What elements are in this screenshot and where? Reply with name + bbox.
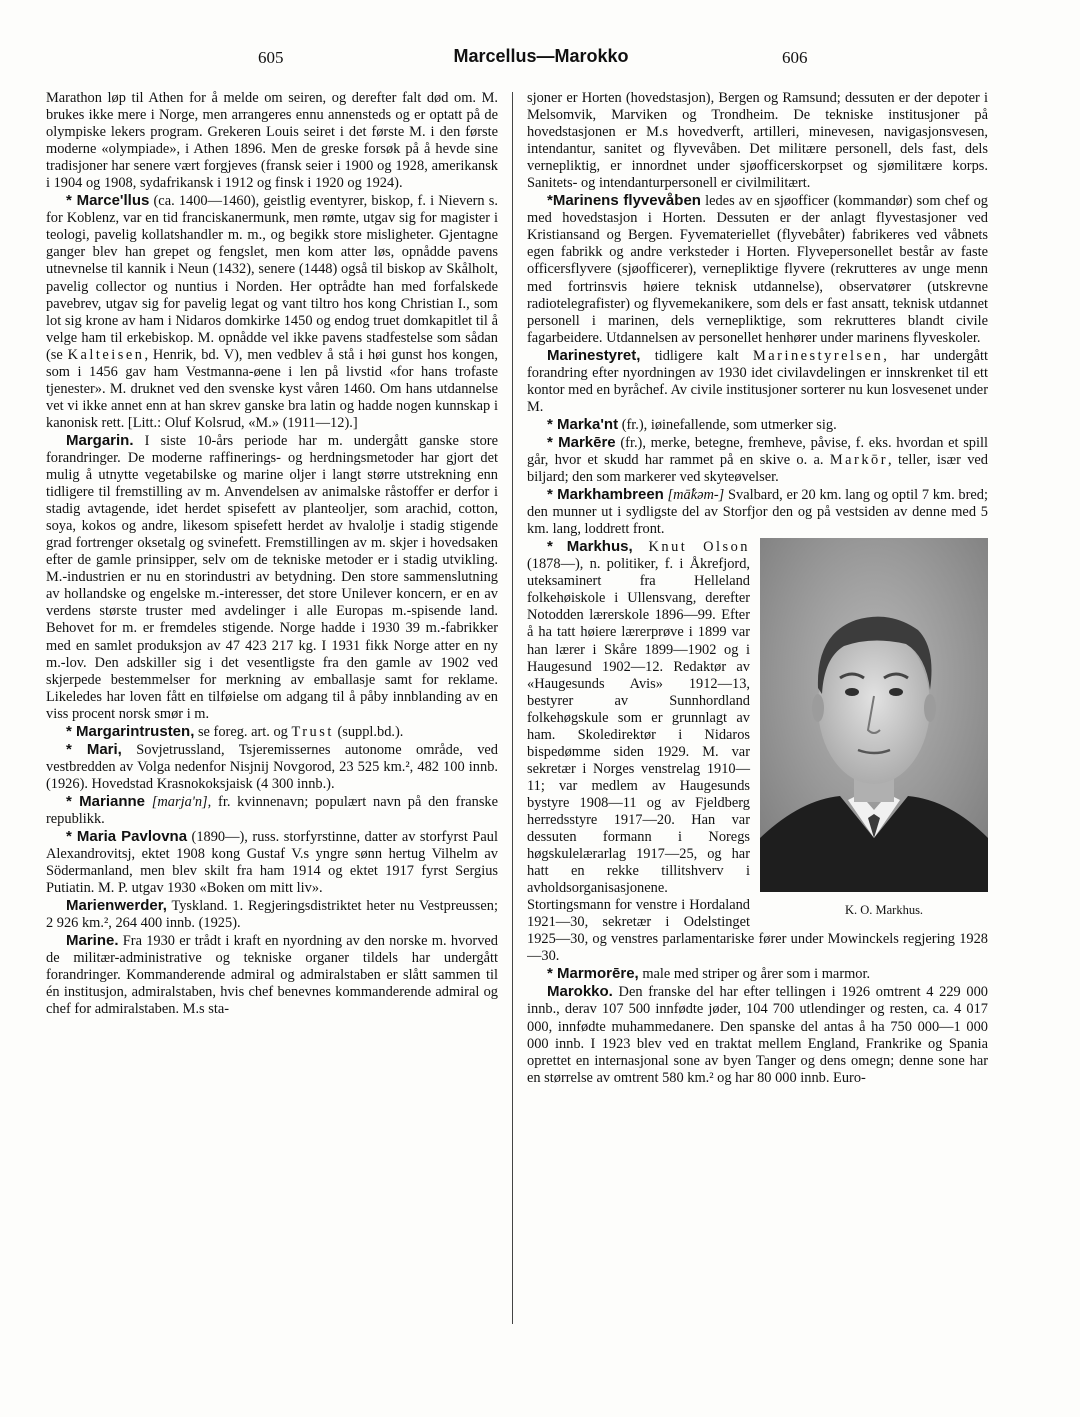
headword-margarintrusten: * Margarintrusten, xyxy=(66,722,195,740)
headword-marianne: * Marianne xyxy=(66,792,146,810)
entry-mari: * Mari, Sovjetrussland, Tsjeremissernes autonome område, ved vestbredden av Volga nedenfor Nisjnij Novgorod, 23 525 km.², 482 100 innb. (1926). Hovedstad Krasnokoksjaisk (4 300 innb.). xyxy=(46,740,498,792)
pronunciation-markhambreen: [mā̊kəm-] xyxy=(663,487,725,504)
headword-markhus: * Markhus, xyxy=(547,538,633,556)
entry-markant: * Marka'nt (fr.), iøinefallende, som utmerker sig. xyxy=(547,415,837,433)
headword-marmorere: * Marmorēre, xyxy=(547,965,639,983)
headword-marine: Marine. xyxy=(66,932,119,950)
headword-markere: * Markēre xyxy=(547,433,616,451)
headword-markhambreen: * Markhambreen xyxy=(547,486,664,504)
page-number-right: 606 xyxy=(782,48,808,67)
entry-marinens-flyvevaben: *Marinens flyvevåben ledes av en sjøofficer (kommandør) som chef og med hovedstasjon i Horten. Dessuten er der anlagt flyvestasjoner ved Kristiansand og Bergen. Fyvemateriellet (flyvebåter) fabrikeres ved våbnets egen fabrikk og andre verksteder i Horten. Flyvepersonellet består av faste officersflyvere (sjøofficerer), vernepliktige flyvere (rekrutteres av unge menn med fortrinsvis høiere teknisk utdannelse), observatører (utskrevne radiotelegrafister) og flyvemekanikere, som dels er fast ansatt, teknisk utdannet personell i marinen, dels vernepliktige, som rekrutteres blandt civile fagarbeidere. Utdannelsen av personellet henhører under marinens flyveskoler. xyxy=(527,192,988,346)
portrait-photo xyxy=(760,538,988,892)
right-column xyxy=(527,90,988,1330)
spaced-name-knut-olson: Knut Olson xyxy=(632,539,751,556)
pronunciation-marianne: [marja'n], xyxy=(145,793,212,810)
entry-marine-continued: sjoner er Horten (hovedstasjon), Bergen og Ramsund; dessuten er der depoter i Melsomvik, Marviken og Trondheim. De tekniske institusjoner på hovedstasjonen er M.s hovedverft, artilleri, minevesen, navigasjonsvesen, intendantur, sanitet og flyvevåben. Det militære personell, dels fast, dels vernepliktig, er innordnet under sjøofficerskorpset og sjømilitære korps. Sanitets- og intendanturpersonell er civilmilitært. xyxy=(527,90,988,192)
left-column xyxy=(46,90,498,1330)
entry-marianne: * Marianne [marja'n], fr. kvinnenavn; populært navn på den franske republikk. xyxy=(46,792,498,827)
entry-maria-pavlovna: * Maria Pavlovna (1890—), russ. storfyrstinne, datter av storfyrst Paul Alexandrovitsj, ektet 1908 kong Gustaf V.s yngre sønn hertug Vilhelm av Södermanland, men blev skilt fra ham 1914 og ektet 1917 fyrst Sergius Putiatin. M. P. utgav 1930 «Boken om mitt liv». xyxy=(46,828,498,897)
headword-margarin: Margarin. xyxy=(66,431,134,449)
entry-marine: Marine. Fra 1930 er trådt i kraft en nyordning av den norske m. hvorved de militær-administrative og tekniske organer tildels har undergått forandringer. Kommanderende admiral og admiralstaben er slått sammen til én institusjon, admiralstaben, hvis chef benevnes kommanderende admiral og chef for admiralstaben. M.s sta- xyxy=(46,932,498,1018)
entry-marcellus: * Marce'llus (ca. 1400—1460), geistlig eventyrer, biskop, f. i Nievern s. for Koblenz, var en tid franciskanermunk, men rømte, utgav sig for magister i teologi, pavelig kollatshandler m. m., og begikk store misligheter. Gjentagne ganger blev han grepet og fengslet, men kom atter løs, opnådde pavens utnevnelse til kannik i Neun (1432), senere (1448) også til biskop av Skålholt, pavelig collector og nuntius i Norden. Her optrådte han med forfalskede pavebrev, utgav sig for pavelig legat og vant tiltro hos kong Christian I., som lot sig krone av ham i Nidaros domkirke 1450 og endog truet domkapitlet til å velge ham til erkebiskop. M. opnådde vel ikke pavens stadfestelse som sådan (se Kalteisen, Henrik, bd. V), men vedblev å stå i høi gunst hos kongen, som i 1456 gav ham Vestmanna-øene i len på livstid «for hans trofaste tjenester». M. druknet ved den svenske kyst våren 1460. Om hans utdannelse vet vi ikke annet enn at han skrev ganske bra latin og hadde nogen kunnskap i kanonisk rett. [Litt.: Oluf Kolsrud, «M.» (1911—12).] xyxy=(46,192,498,431)
portrait-image xyxy=(760,538,988,892)
entry-marathon-continued: Marathon løp til Athen for å melde om seiren, og derefter falt død om. M. brukes ikke mere i Norge, men arrangeres ennu annensteds og er optatt på de olympiske lekers program. Grekeren Louis seiret i det første M. i den første moderne «olympiade», i Athen 1896. Men de greske forsøk på å hevde sine tradisjoner har senere vært forgjeves (fransk seier i 1900 og 1928, amerikansk i 1904 og 1908, sydafrikansk i 1912 og finsk i 1920 og 1924). xyxy=(46,90,498,192)
portrait-figure xyxy=(760,538,988,928)
headword-mari: * Mari, xyxy=(66,740,122,758)
headword-marokko: Marokko. xyxy=(547,983,613,1001)
page-header xyxy=(46,44,1036,74)
spaced-word-trust: Trust xyxy=(291,723,334,740)
spaced-word-marinestyrelsen: Marinestyrelsen xyxy=(753,347,884,364)
entry-margarin: Margarin. I siste 10-års periode har m. undergått ganske store forandringer. De moderne raffinerings- og herdningsmetoder har gjort det mulig å utnytte vegetabilske og marine oljer i langt større utstrekning enn tidligere til fremstilling av m. Anvendelsen av animalske råstoffer er derfor i stadig avtagende, idet herdet spisefett av planteoljer, som arachid, cotton, soya, kokos og andre, likesom spisefett herdet av hvalolje i stadig stigende grad fortrenger oksetalg og svinefett. Fremstillingen av m. skjer i hovedsaken efter de gamle prinsipper, selv om de tekniske metoder er i stadig utvikling. M.-industrien er nu en storindustri av betydning. Den store sammenslutning av hollandske og engelske m.-interesser, det store Unilever koncern, er en av verdens største truster med avdelinger i alle Europas m.-spisende land. Behovet for m. er fremdeles stigende. Norge hadde i 1930 39 m.-fabrikker med en samlet produksjon av 47 423 217 kg. I 1931 fikk Norge atter en ny m.-lov. Den adskiller sig i det vesentligste fra den gamle av 1902 ved skjerpede bestemmelser for merkning av emballasje samt for reklame. Likeledes har loven fått en tilføielse om adgang til å påby innblanding av en viss procent norsk smør i m. xyxy=(46,431,498,722)
entry-markhambreen: * Markhambreen [mā̊kəm-] Svalbard, er 20 km. lang og optil 7 km. bred; den munner ut i sydligste del av Storfjor den og på vestsiden av denne med 5 km. lang, loddrett front. xyxy=(527,486,988,538)
column-divider xyxy=(512,92,513,1324)
headword-maria-pavlovna: * Maria Pavlovna xyxy=(66,828,188,846)
headword-marienwerder: Marienwerder, xyxy=(66,897,167,915)
spaced-word-markor: Markōr xyxy=(829,451,889,468)
headword-markant: * Marka'nt xyxy=(547,415,619,433)
portrait-caption: K. O. Markhus. xyxy=(844,903,924,918)
entry-markere: * Markēre (fr.), merke, betegne, fremheve, påvise, f. eks. hvordan et spill går, hvor et skudd har rammet på en skive o. a. Markōr, teller, især ved biljard; den som markerer ved skyteøvelser. xyxy=(527,433,988,486)
entry-marienwerder: Marienwerder, Tyskland. 1. Regjeringsdistriktet heter nu Vestpreussen; 2 926 km.², 264 400 innb. (1925). xyxy=(46,897,498,932)
entry-marmorere: * Marmorēre, male med striper og årer som i marmor. xyxy=(547,965,871,983)
entry-margarintrusten: * Margarintrusten, se foreg. art. og Trust (suppl.bd.). xyxy=(66,722,404,740)
entry-markhus: * Markhus, Knut Olson K. O. Markhus. (1878—), n. politiker, f. i Åkrefjord, uteksaminert fra Helleland folkehøiskole i Ullensvang, derefter Notodden lærerskole 1896—99. Efter å ha tatt høiere lærerprøve i 1899 var han lærer i Skåre 1899—1902 og i Haugesund 1902—12. Redaktør av «Haugesunds Avis» 1912—13, bestyrer av Sunnhordland folkehøgskule som er grunnlagt av ham. Skoledirektør i Nidaros bispedømme siden 1929. M. var sekretær i Norges venstrelag 1910—11; var medlem av Haugesunds bystyre 1908—11 og av Fjeldberg herredsstyre 1917—20. Han var dessuten formann i Noregs høgskulelærarlag 1917—25, og har hatt en rekke tillitshverv i avholdsorganisasjonene. Stortingsmann for venstre i Hordaland 1921—30, sekretær i Odelstinget 1925—30, og venstres parlamentariske fører under Mowinckels regjering 1928—30. xyxy=(527,538,988,965)
headword-marinestyret: Marinestyret, xyxy=(547,346,641,364)
page-number-left: 605 xyxy=(258,48,284,67)
entry-marinestyret: Marinestyret, tidligere kalt Marinestyrelsen, har undergått forandring efter nyordningen av 1930 idet civilavdelingen er innskrenket til ett kontor med en byråchef. Av civile institusjoner sorterer nu kun losvesenet under M. xyxy=(527,346,988,415)
page-title: Marcellus—Marokko xyxy=(453,46,629,66)
spaced-name-kalteisen: Kalteisen xyxy=(67,346,145,363)
headword-marinens-flyvevaben: *Marinens flyvevåben xyxy=(547,192,701,210)
headword-marcellus: * Marce'llus xyxy=(66,192,150,210)
entry-marokko: Marokko. Den franske del har efter tellingen i 1926 omtrent 4 229 000 innb., derav 107 500 innfødte jøder, 104 700 utlendinger og resten, ca. 4 017 000, innfødte muhammedanere. Den spanske del antas å ha 750 000—1 000 000 innb. I 1923 blev ved en traktat mellem England, Frankrike og Spania oprettet en internasjonal sone av byen Tanger og dens omegn; denne sone har en størrelse av omtrent 580 km.² og har 80 000 innb. Euro- xyxy=(527,983,988,1086)
